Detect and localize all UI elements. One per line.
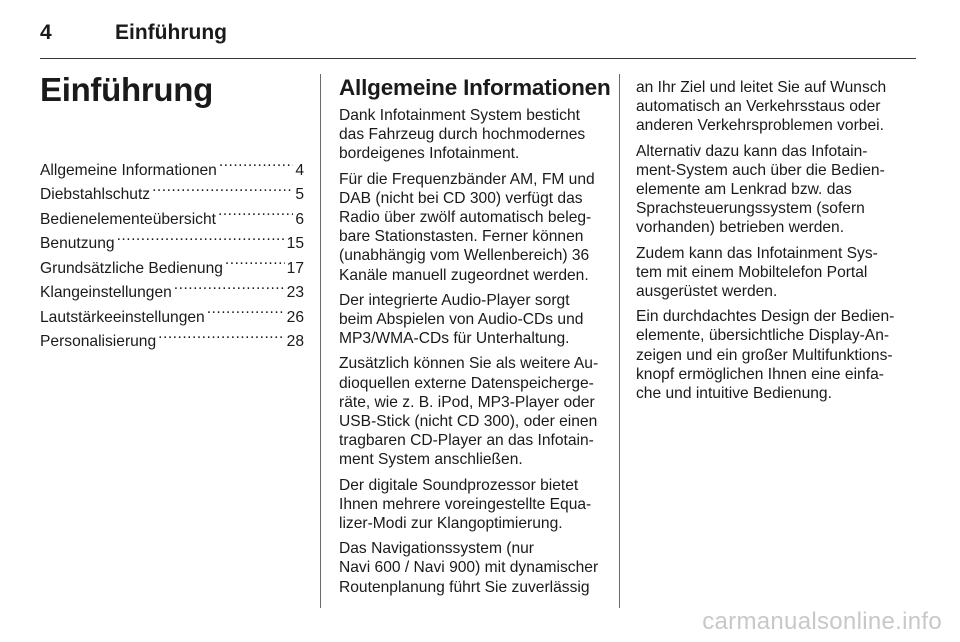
body-paragraph: Der digitale Soundprozessor bietet Ihnen mehrere voreingestellte Equa- lizer-Modi zur Klangoptimierung. bbox=[339, 476, 592, 533]
body-paragraph: Dank Infotainment System besticht das Fahrzeug durch hochmodernes bordeigenes Infotainment. bbox=[339, 107, 586, 163]
table-of-contents bbox=[40, 150, 304, 350]
body-paragraph: Zusätzlich können Sie als weitere Au- dioquellen externe Datenspeicherge- räte, wie z. B. iPod, MP3-Player oder USB-Stick (nicht CD 300), oder einen tragbaren CD-Player an das Infotain- ment System anschließen. bbox=[339, 355, 599, 469]
toc-column bbox=[40, 68, 304, 350]
toc-entry[interactable] bbox=[40, 150, 304, 179]
toc-leader-dots bbox=[174, 273, 285, 298]
toc-entry-label: Klangeinstellungen bbox=[40, 284, 172, 301]
toc-entry-page: 6 bbox=[295, 210, 304, 228]
toc-entry-page: 28 bbox=[286, 333, 304, 350]
toc-entry-page: 5 bbox=[295, 186, 304, 203]
body-paragraph: Für die Frequenzbänder AM, FM und DAB (nicht bei CD 300) verfügt das Radio über zwölf automatisch beleg- bare Stationstasten. Ferner können (unabhängig vom Wellenbereich) 36 Kanäle manuell zugeordnet werden. bbox=[339, 170, 595, 284]
column-divider-right bbox=[619, 74, 620, 608]
body-column-middle bbox=[339, 68, 611, 603]
toc-entry-label: Lautstärkeeinstellungen bbox=[40, 308, 205, 326]
body-paragraph: Der integrierte Audio-Player sorgt beim Abspielen von Audio-CDs und MP3/WMA-CDs für Unterhaltung. bbox=[339, 291, 584, 348]
section-heading: Allgemeine Informationen bbox=[339, 75, 611, 100]
toc-entry-label: Personalisierung bbox=[40, 333, 157, 350]
body-column-right bbox=[636, 78, 908, 409]
toc-entry-page: 26 bbox=[286, 308, 304, 326]
toc-entry-label: Benutzung bbox=[40, 235, 115, 252]
chapter-title: Einführung bbox=[40, 71, 213, 108]
watermark: carmanualsonline.info bbox=[702, 608, 942, 635]
body-paragraph: an Ihr Ziel und leitet Sie auf Wunsch automatisch an Verkehrsstaus oder anderen Verkehrsproblemen vorbei. bbox=[636, 79, 887, 135]
toc-entry-page: 23 bbox=[286, 284, 304, 301]
toc-leader-dots bbox=[158, 322, 284, 347]
body-paragraph: Das Navigationssystem (nur Navi 600 / Navi 900) mit dynamischer Routenplanung führt Sie zuverlässig bbox=[339, 540, 599, 596]
toc-leader-dots bbox=[207, 297, 285, 322]
toc-leader-dots bbox=[117, 224, 285, 249]
toc-entry-page: 4 bbox=[295, 161, 304, 179]
toc-entry-page: 15 bbox=[286, 235, 304, 252]
column-divider-left bbox=[320, 74, 321, 608]
toc-entry-label: Bedienelementeübersicht bbox=[40, 210, 216, 228]
toc-entry-label: Allgemeine Informationen bbox=[40, 161, 217, 179]
toc-entry-label: Grundsätzliche Bedienung bbox=[40, 259, 223, 277]
toc-leader-dots bbox=[225, 248, 285, 273]
header-rule bbox=[40, 58, 916, 59]
toc-leader-dots bbox=[219, 150, 293, 175]
toc-entry-page: 17 bbox=[286, 259, 304, 277]
running-header-title: Einführung bbox=[115, 21, 227, 44]
toc-leader-dots bbox=[218, 199, 293, 224]
body-paragraph: Alternativ dazu kann das Infotain- ment-System auch über die Bedien- elemente am Lenkrad bzw. das Sprachsteuerungssystem (sofern vorhanden) betrieben werden. bbox=[636, 142, 885, 237]
page-number: 4 bbox=[40, 21, 52, 44]
toc-entry-label: Diebstahlschutz bbox=[40, 186, 151, 203]
body-paragraph: Ein durchdachtes Design der Bedien- elemente, übersichtliche Display-An- zeigen und ein großer Multifunktions- knopf ermöglichen Ihnen eine einfa- che und intuitive Bedienung. bbox=[636, 308, 895, 403]
toc-leader-dots bbox=[152, 175, 293, 200]
body-paragraph: Zudem kann das Infotainment Sys- tem mit einem Mobiltelefon Portal ausgerüstet werden. bbox=[636, 244, 878, 301]
